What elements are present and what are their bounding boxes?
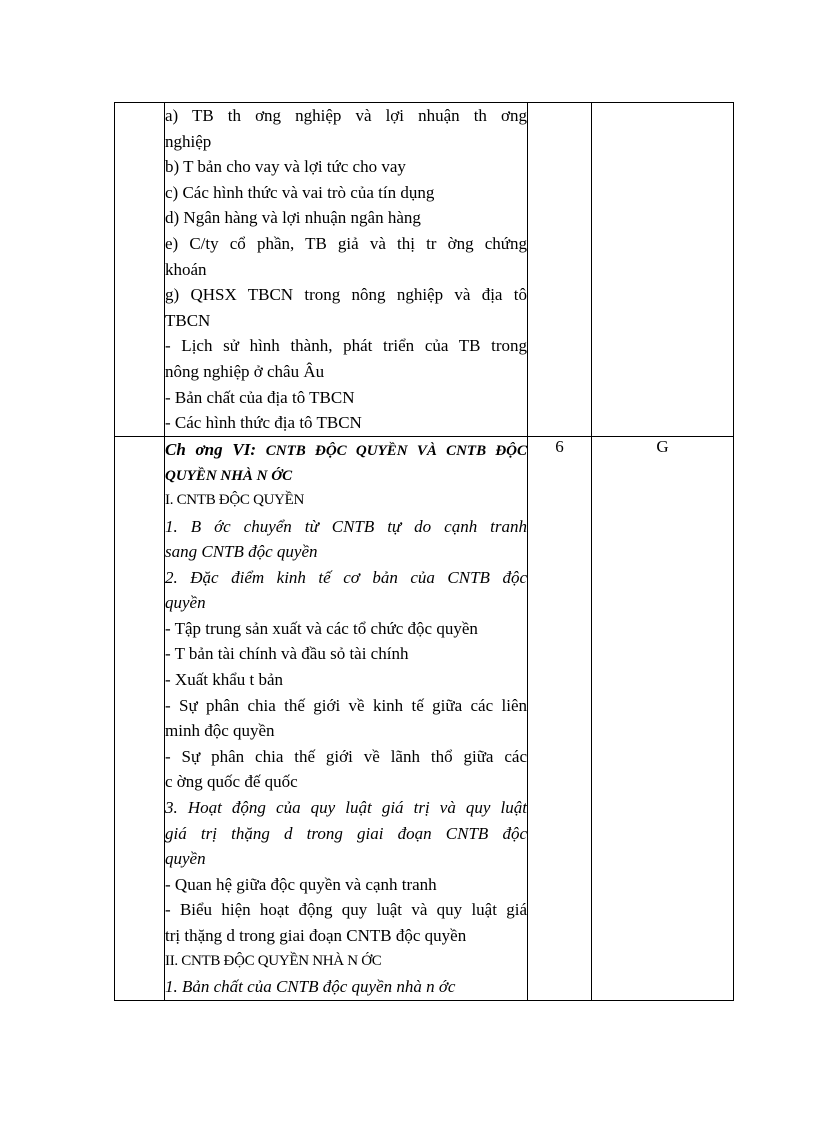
list-item: khoán [165,259,207,279]
row-index-cell [115,103,165,437]
list-item: g) QHSX TBCN trong nông nghiệp và địa tô [165,285,527,305]
list-item: - Bản chất của địa tô TBCN [165,387,355,407]
list-item: nghiệp [165,131,212,151]
hours-cell: 6 [528,436,592,1000]
list-item: - Sự phân chia thế giới về lãnh thổ giữa các [165,746,527,766]
list-item: - Sự phân chia thế giới về kinh tế giữa các liên [165,695,527,715]
section-heading: II. CNTB ĐỘC QUYỀN NHÀ N ỚC [165,952,382,969]
section-heading: I. CNTB ĐỘC QUYỀN [165,491,305,508]
list-item: 1. Bản chất của CNTB độc quyền nhà n ớc [165,977,456,997]
list-item: quyền [165,849,206,869]
hours-cell [528,103,592,437]
chapter-heading [165,437,527,463]
list-item: - Lịch sử hình thành, phát triển của TB trong [165,336,527,356]
list-item: minh độc quyền [165,721,275,741]
list-item: trị thặng d trong giai đoạn CNTB độc quyền [165,926,467,945]
list-item: a) TB th ơng nghiệp và lợi nhuận th ơng [165,106,527,125]
list-item: e) C/ty cổ phần, TB giả và thị tr ờng chứng [165,233,527,253]
list-item: - Xuất khẩu t bản [165,670,284,690]
list-item: sang CNTB độc quyền [165,542,318,562]
list-item: - Tập trung sản xuất và các tổ chức độc quyền [165,618,478,638]
list-item: TBCN [165,310,211,330]
list-item: 2. Đặc điểm kinh tế cơ bản của CNTB độc [165,567,527,587]
list-item: b) T bản cho vay và lợi tức cho vay [165,157,406,177]
content-cell [165,436,528,1000]
method-cell [592,103,734,437]
list-item: c ờng quốc đế quốc [165,772,298,792]
syllabus-table [114,102,734,1001]
list-item: quyền [165,593,206,613]
list-item: c) Các hình thức và vai trò của tín dụng [165,182,435,202]
list-item: nông nghiệp ở châu Âu [165,361,325,381]
table-row [115,103,734,437]
chapter-prefix: Ch ơng VI: [165,439,256,459]
table-row [115,436,734,1000]
chapter-title: QUYỀN NHÀ N ỚC [165,468,293,485]
list-item: - T bản tài chính và đầu sỏ tài chính [165,644,409,664]
list-item: 3. Hoạt động của quy luật giá trị và quy luật [165,798,527,818]
list-item: giá trị thặng d trong giai đoạn CNTB độc [165,823,527,843]
list-item: - Các hình thức địa tô TBCN [165,413,362,433]
chapter-title: CNTB ĐỘC QUYỀN VÀ CNTB ĐỘC [265,442,527,459]
method-cell: G [592,436,734,1000]
chapter-heading [165,462,527,488]
list-item: - Biểu hiện hoạt động quy luật và quy luật giá [165,900,527,920]
content-cell [165,103,528,437]
list-item: - Quan hệ giữa độc quyền và cạnh tranh [165,874,437,894]
list-item: d) Ngân hàng và lợi nhuận ngân hàng [165,208,421,228]
list-item: 1. B ớc chuyển từ CNTB tự do cạnh tranh [165,516,527,536]
row-index-cell [115,436,165,1000]
